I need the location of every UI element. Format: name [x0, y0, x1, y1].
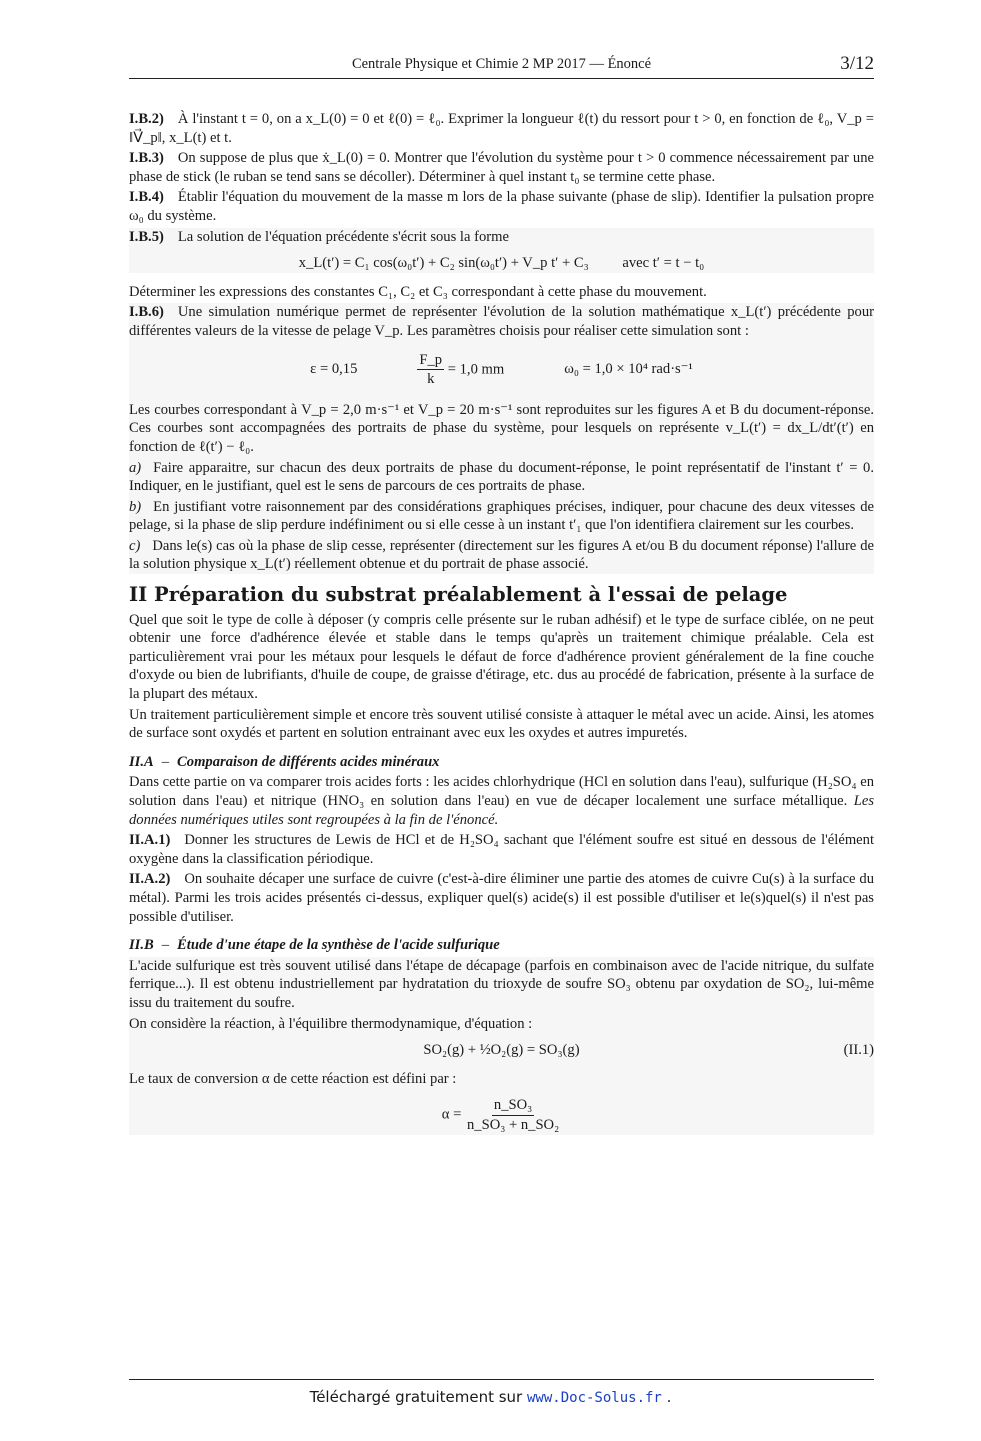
- footer-suffix: .: [666, 1388, 672, 1406]
- question-ib6-after: Les courbes correspondant à V_p = 2,0 m·s⁻¹ et V_p = 20 m·s⁻¹ sont reproduites sur les figures A et B du document-réponse. Ces courbes sont accompagnées des portraits de phase du système, pour lesquels on représente v_L(t′) = dx_L/dt′(t′) en fonction de ℓ(t′) − ℓ₀.: [129, 401, 874, 455]
- iib-paragraph-1: L'acide sulfurique est très souvent utilisé dans l'étape de décapage (parfois en combinaison avec de l'acide nitrique, du sulfate ferrique...). Il est obtenu industriellement par hydratation du trioxyde de soufre SO₃ obtenu par oxydation de SO₂, lui-même issu du traitement du soufre.: [129, 957, 874, 1011]
- section-paragraph-1: Quel que soit le type de colle à déposer (y compris celle présente sur le ruban adhésif) et le type de surface ciblée, on ne peut obtenir une force d'adhérence élevée et stable dans le temps qu'après un traitement chimique préalable. Cela est particulièrement vrai pour les métaux pour lesquels le défaut de force d'adhérence provient généralement de la fine couche d'oxyde ou bien de lubrifiants, d'huile de coupe, de graisse d'étirage, etc. dus au procédé de fabrication, présente à la surface de la plupart des métaux.: [129, 611, 874, 703]
- equation-text: x_L(t′) = C₁ cos(ω₀t′) + C₂ sin(ω₀t′) + V_p t′ + C₃: [298, 255, 589, 272]
- fraction-denominator: n_SO₃ + n_SO₂: [466, 1116, 560, 1133]
- question-id: II.A.1): [129, 832, 171, 849]
- equation-number: (II.1): [843, 1042, 874, 1059]
- question-iia1: [129, 831, 874, 868]
- subsection-name: Étude d'une étape de la synthèse de l'acide sulfurique: [177, 937, 500, 954]
- question-id: II.A.2): [129, 871, 171, 888]
- page-content: [129, 110, 874, 1145]
- subquestion-text: Faire apparaitre, sur chacun des deux portraits de phase du document-réponse, le point représentatif de l'instant t′ = 0. Indiquer, en le justifiant, quel est le sens de parcours de ces portraits de phase.: [129, 459, 874, 495]
- footer-text: Téléchargé gratuitement sur: [309, 1388, 523, 1406]
- question-text: Une simulation numérique permet de représenter l'évolution de la solution mathématique x_L(t′) précédente pour différentes valeurs de la vitesse de pelage V_p. Les paramètres choisis pour réaliser cette simulation sont :: [129, 304, 874, 339]
- subsection-name: Comparaison de différents acides minéraux: [177, 753, 440, 770]
- subquestion-label: a): [129, 459, 142, 476]
- question-id: I.B.2): [129, 111, 164, 127]
- question-id: I.B.6): [129, 304, 164, 321]
- page-header: [129, 52, 874, 79]
- question-ib6-c: [129, 537, 874, 574]
- subsection-title-iia: [129, 753, 874, 772]
- iia-italic-note: Les données numériques utiles sont regroupées à la fin de l'énoncé.: [129, 793, 874, 828]
- question-id: I.B.3): [129, 150, 164, 167]
- alpha-lhs: α =: [441, 1106, 462, 1123]
- question-iia2: [129, 870, 874, 926]
- iib-paragraph-3: Le taux de conversion α de cette réaction est défini par :: [129, 1070, 457, 1087]
- param-fp-k: [417, 351, 504, 389]
- equation-xl: [129, 254, 874, 273]
- question-text: À l'instant t = 0, on a x_L(0) = 0 et ℓ(0) = ℓ₀. Exprimer la longueur ℓ(t) du ressort pour t > 0, en fonction de ℓ₀, V_p = ‖V⃗_p‖, x_L(t) et t.: [129, 111, 874, 146]
- subquestion-text: Dans le(s) cas où la phase de slip cesse, représenter (directement sur les figures A et/ou B du document réponse) l'allure de la solution physique x_L(t′) réellement obtenue et du portrait de phase associé.: [129, 537, 874, 573]
- footer-link[interactable]: www.Doc-Solus.fr: [527, 1390, 662, 1406]
- page-footer: [0, 1388, 981, 1406]
- question-ib6: [129, 303, 874, 340]
- question-ib6-b: [129, 498, 874, 535]
- question-text: La solution de l'équation précédente s'écrit sous la forme: [177, 228, 509, 245]
- iib-paragraph-2: On considère la réaction, à l'équilibre thermodynamique, d'équation :: [129, 1015, 533, 1032]
- header-title: Centrale Physique et Chimie 2 MP 2017 — Énoncé: [351, 56, 652, 72]
- question-text: On souhaite décaper une surface de cuivre (c'est-à-dire éliminer une partie des atomes de cuivre Cu(s) à la surface du métal). Parmi les trois acides présentés ci-dessus, expliquer quel(s) acide(s) il est possible d'utiliser et le(s)quel(s) il n'est pas possible d'utiliser.: [129, 871, 874, 925]
- question-text: Établir l'équation du mouvement de la masse m lors de la phase suivante (phase de slip). Identifier la pulsation propre ω₀ du système.: [129, 189, 874, 224]
- iib-block: [129, 957, 874, 1135]
- param-epsilon: ε = 0,15: [310, 361, 358, 378]
- section-title: II Préparation du substrat préalablement à l'essai de pelage: [129, 583, 788, 607]
- subquestion-label: b): [129, 498, 142, 515]
- subsection-number: II.A: [129, 753, 154, 770]
- question-text: On suppose de plus que ẋ_L(0) = 0. Montrer que l'évolution du système pour t > 0 commence nécessairement par une phase de stick (le ruban se tend sans se décoller). Déterminer à quel instant t₀ se termine cette phase.: [129, 150, 874, 185]
- question-ib4: [129, 188, 874, 225]
- footer-divider: [129, 1379, 874, 1380]
- param-omega0: ω₀ = 1,0 × 10⁴ rad·s⁻¹: [564, 361, 693, 378]
- equation-condition: avec t′ = t − t₀: [622, 255, 705, 272]
- fraction-denominator: k: [427, 371, 435, 388]
- reaction-text: SO₂(g) + ½O₂(g) = SO₃(g): [423, 1042, 580, 1059]
- subsection-title-iib: [129, 936, 874, 955]
- fraction-numerator: n_SO₃: [492, 1096, 534, 1116]
- simulation-parameters: [129, 351, 874, 389]
- iia-paragraph: [129, 773, 874, 829]
- question-ib6-a: [129, 459, 874, 496]
- section-paragraph-2: Un traitement particulièrement simple et encore très souvent utilisé consiste à attaquer le métal avec un acide. Ainsi, les atomes de surface sont oxydés et partent en solution entrainant avec eux les oxydes et autres impuretés.: [129, 706, 874, 742]
- question-ib6-block: [129, 303, 874, 574]
- iia-text: Dans cette partie on va comparer trois acides forts : les acides chlorhydrique (HCl en solution dans l'eau), sulfurique (H₂SO₄ en solution dans l'eau) et nitrique (HNO₃ en solution dans l'eau) en vue de décaper localement une surface métallique.: [129, 774, 874, 809]
- question-id: I.B.5): [129, 228, 164, 245]
- question-ib5-after: Déterminer les expressions des constantes C₁, C₂ et C₃ correspondant à cette phase du mouvement.: [129, 283, 707, 300]
- subsection-number: II.B: [129, 937, 154, 954]
- question-ib3: [129, 149, 874, 186]
- reaction-equation: [129, 1041, 874, 1060]
- alpha-definition: [129, 1096, 874, 1134]
- question-ib2: [129, 110, 874, 147]
- fraction-numerator: F_p: [417, 351, 444, 371]
- question-text: Donner les structures de Lewis de HCl et de H₂SO₄ sachant que l'élément soufre est situé en dessous de l'élément oxygène dans la classification périodique.: [129, 832, 874, 867]
- question-ib5: [129, 228, 874, 247]
- subsection-dash: –: [161, 937, 170, 954]
- question-id: I.B.4): [129, 189, 164, 206]
- subquestion-label: c): [129, 537, 141, 554]
- subquestion-text: En justifiant votre raisonnement par des considérations graphiques précises, indiquer, pour chacune des deux vitesses de pelage, si la phase de slip perdure indéfiniment ou si elle cesse à un instant t′₁ que l'on identifiera clairement sur les courbes.: [129, 498, 874, 534]
- subsection-dash: –: [161, 753, 170, 770]
- param-fp-k-value: = 1,0 mm: [447, 360, 505, 377]
- question-ib5-block: [129, 228, 874, 273]
- page-number: 3/12: [840, 53, 874, 74]
